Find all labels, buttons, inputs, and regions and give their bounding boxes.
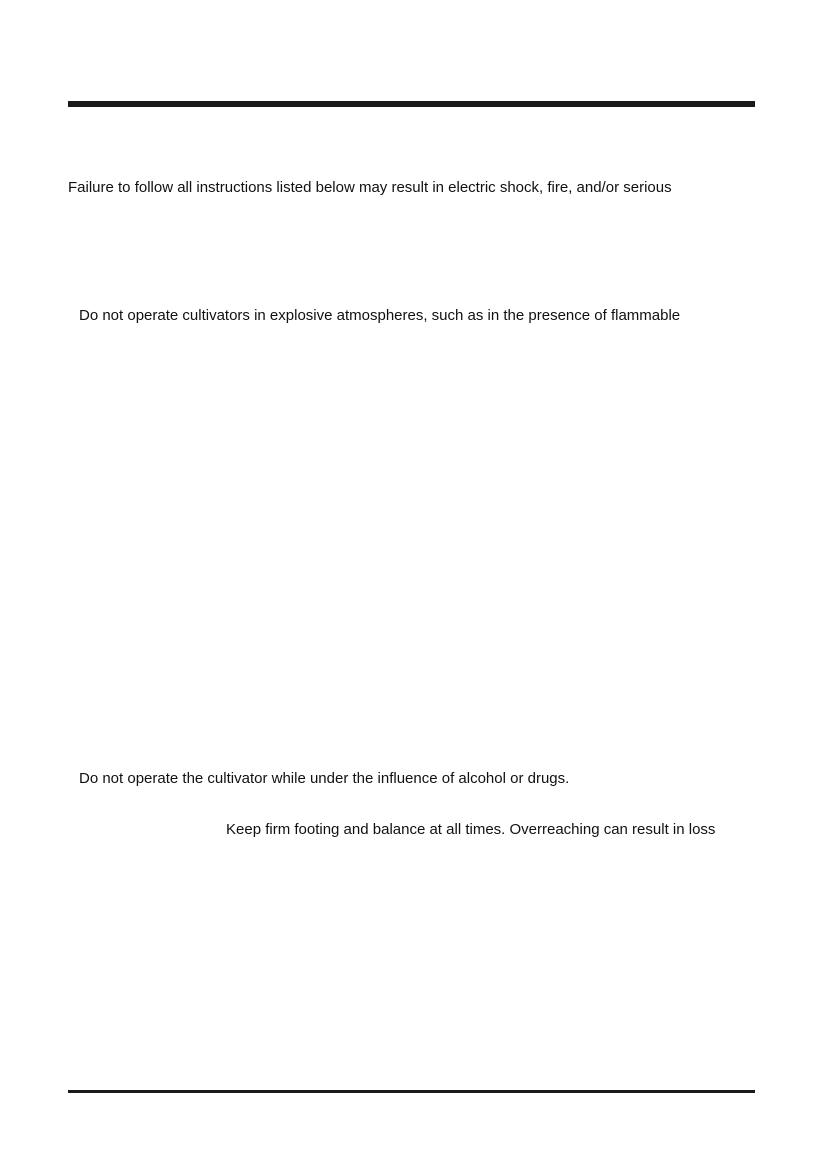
explosive-atmosphere-text: Do not operate cultivators in explosive atmospheres, such as in the presence of flammable — [79, 307, 681, 324]
header-rule — [68, 101, 755, 107]
warning-intro-text: Failure to follow all instructions listed below may result in electric shock, fire, and/or serious — [68, 179, 672, 196]
alcohol-drugs-text: Do not operate the cultivator while under the influence of alcohol or drugs. — [79, 770, 570, 787]
firm-footing-text: Keep firm footing and balance at all times. Overreaching can result in loss — [226, 821, 716, 838]
footer-rule — [68, 1090, 755, 1093]
